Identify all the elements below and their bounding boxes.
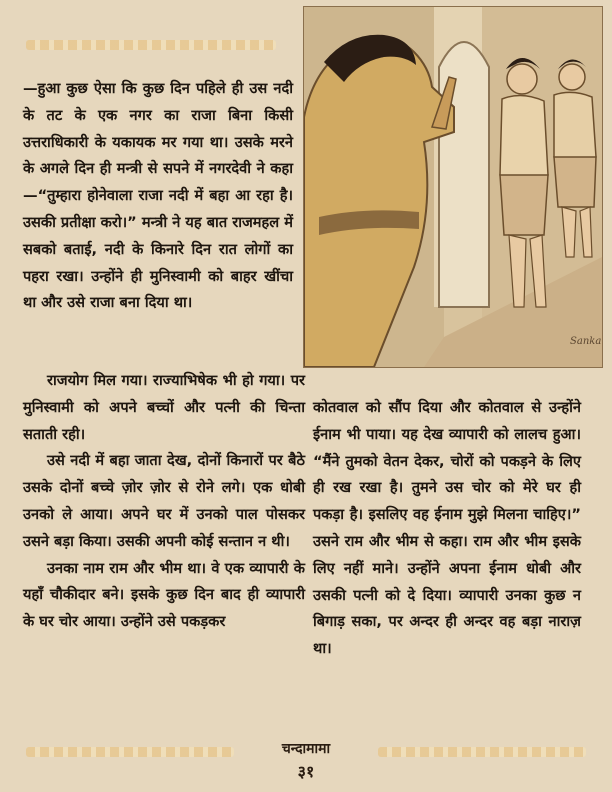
story-paragraph: उनका नाम राम और भीम था। वे एक व्यापारी के यहाँ चौकीदार बने। इसके कुछ दिन बाद ही व्यापारी के घर चोर आया। उन्होंने उसे पकड़कर <box>23 559 305 631</box>
illustration-signature: Sanka <box>570 336 602 347</box>
story-paragraph: कोतवाल को सौंप दिया और कोतवाल से उन्होंने ईनाम भी पाया। यह देख व्यापारी को लालच हुआ। “मैंने तुमको वेतन देकर, चोरों को पकड़ने के लिए ही रख रखा है। तुमने उस चोर को मेरे घर ही पकड़ा है। इसलिए वह ईनाम मुझे मिलना चाहिए।” उसने राम और भीम से कहा। राम और भीम इसके लिए नहीं माने। उन्होंने अपना ईनाम धोबी और उसकी पत्नी को दे दिया। व्यापारी उनका कुछ न बिगाड़ सका, पर अन्दर ही अन्दर वह बड़ा नाराज़ था। <box>313 399 581 658</box>
page-number: ३१ <box>297 762 315 781</box>
story-paragraph: —हुआ कुछ ऐसा कि कुछ दिन पहिले ही उस नदी के तट के एक नगर का राजा बिना किसी उत्तराधिकारी के यकायक मर गया था। उसके मरने के अगले दिन ही मन्त्री से सपने में नगरदेवी ने कहा—“तुम्हारा होनेवाला राजा नदी में बहा आ रहा है। उसकी प्रतीक्षा करो।” मन्त्री ने यह बात राजमहल में सबको बताई, नदी के किनारे दिन रात लोगों का पहरा रखा। उन्होंने ही मुनिस्वामी को बाहर खींचा था और उसे राजा बना दिया था। <box>23 80 293 312</box>
story-illustration <box>303 6 603 368</box>
magazine-name: चन्दामामा <box>281 741 331 757</box>
story-paragraph: उसे नदी में बहा जाता देख, दोनों किनारों पर बैठे उसके दोनों बच्चे ज़ोर ज़ोर से रोने लगे। एक धोबी उनको ले आया। अपने घर में उनको पाल पोसकर उसने बड़ा किया। उसकी अपनी कोई सन्तान न थी। <box>23 452 305 550</box>
top-decorative-border <box>26 40 276 50</box>
left-bottom-text-column <box>23 368 305 636</box>
right-text-column <box>313 395 581 663</box>
left-top-text-column <box>23 76 293 317</box>
story-paragraph: राजयोग मिल गया। राज्याभिषेक भी हो गया। पर मुनिस्वामी को अपने बच्चों और पत्नी की चिन्ता सताती रही। <box>23 372 305 443</box>
